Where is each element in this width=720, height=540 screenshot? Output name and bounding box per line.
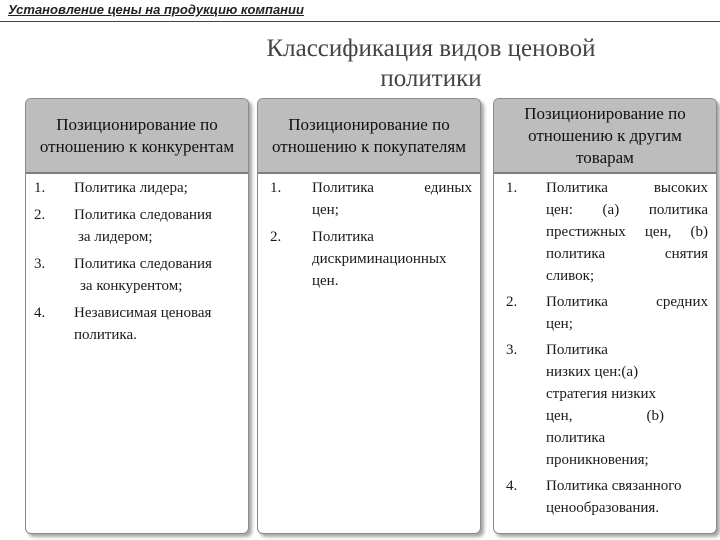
list-item-number: 2. [34, 207, 46, 223]
list-item-line: цен, (b) [546, 408, 664, 424]
list-item-line: за конкурентом; [80, 278, 183, 294]
list-item-number: 4. [506, 478, 518, 494]
column-header-customers: Позиционирование по отношению к покупателям [258, 99, 480, 174]
column-customers [257, 98, 481, 534]
list-item-line: дискриминационных [312, 251, 447, 267]
column-competitors [25, 98, 249, 534]
list-item [26, 177, 248, 199]
list-item-line: политика [546, 430, 606, 446]
list-item-line: цен: (a) политика [546, 202, 708, 218]
list-item-line: Независимая ценовая [74, 305, 212, 321]
list-item-number: 4. [34, 305, 46, 321]
list-item [26, 253, 248, 297]
list-item-line: цен; [546, 316, 573, 332]
list-item-line: Политика средних [546, 294, 708, 310]
list-item-line: престижных цен, (b) [546, 224, 708, 240]
column-body-competitors [26, 177, 248, 533]
list-item-line: Политика следования [74, 207, 212, 223]
list-item [26, 204, 248, 248]
column-other-products [493, 98, 717, 534]
list-item [26, 302, 248, 346]
top-divider [0, 21, 720, 22]
list-item-number: 1. [506, 180, 518, 196]
list-item [258, 226, 480, 292]
column-header-competitors: Позиционирование по отношению к конкурентам [26, 99, 248, 174]
column-header-other-products: Позиционирование по отношению к другим товарам [494, 99, 716, 174]
top-title: Установление цены на продукцию компании [8, 2, 304, 17]
list-item [494, 177, 716, 287]
list-item-line: за лидером; [78, 229, 153, 245]
list-item-number: 2. [270, 229, 282, 245]
list-item-number: 1. [34, 180, 46, 196]
list-item-line: Политика лидера; [74, 180, 188, 196]
list-item [494, 339, 716, 471]
list-item-line: цен; [312, 202, 339, 218]
list-item-line: низких цен:(a) [546, 364, 639, 380]
list-item-line: ценообразования. [546, 500, 660, 516]
list-item [494, 475, 716, 519]
list-item-number: 2. [506, 294, 518, 310]
list-item-line: Политика [546, 342, 608, 358]
list-item-line: стратегия низких [546, 386, 657, 402]
list-item-line: Политика единых [312, 180, 472, 196]
page-heading: Классификация видов ценовой политики [266, 35, 596, 92]
list-item-line: политика. [74, 327, 137, 343]
list-item-line: политика снятия [546, 246, 708, 262]
list-item-line: Политика связанного [546, 478, 682, 494]
list-item [258, 177, 480, 221]
list-item-number: 3. [34, 256, 46, 272]
list-item-line: цен. [312, 273, 339, 289]
list-item-line: проникновения; [546, 452, 649, 468]
list-item-line: Политика [312, 229, 374, 245]
list-item-number: 1. [270, 180, 282, 196]
column-body-other-products [494, 177, 716, 533]
list-item-line: Политика следования [74, 256, 212, 272]
column-body-customers [258, 177, 480, 533]
list-item-line: сливок; [546, 268, 595, 284]
list-item [494, 291, 716, 335]
list-item-number: 3. [506, 342, 518, 358]
list-item-line: Политика высоких [546, 180, 708, 196]
